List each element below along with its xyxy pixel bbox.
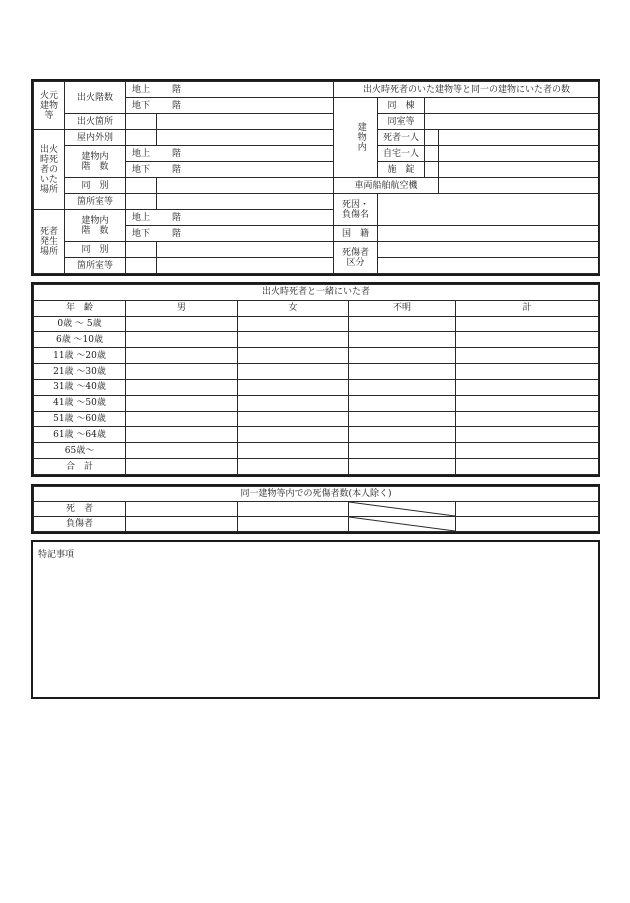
male-cell[interactable] [126,364,238,380]
death-bldg-floor-label: 建物内 階 数 [65,210,126,242]
female-cell[interactable] [238,411,349,427]
unknown-cell[interactable] [349,395,456,411]
nationality-label: 国 籍 [334,226,378,242]
indoor-outdoor-code[interactable] [126,130,157,146]
female-cell[interactable] [238,395,349,411]
male-cell[interactable] [126,379,238,395]
special-notes-label: 特記事項 [38,550,75,560]
special-notes-box[interactable] [31,540,600,699]
death-room-etc-code[interactable] [126,258,157,274]
male-cell[interactable] [126,443,238,459]
fire-spot-label: 出火箇所 [65,114,126,130]
casualty-class-label: 死傷者 区分 [334,242,378,274]
unknown-cell[interactable] [349,411,456,427]
death-place-header: 死者 発生 場所 [34,210,65,274]
male-header: 男 [126,300,238,316]
right-section-header: 出火時死者のいた建物等と同一の建物にいた者の数 [334,82,600,98]
fire-origin-table [33,81,600,274]
unknown-total-cell[interactable] [349,459,456,475]
same-building-label: 同 棟 [378,98,425,114]
deceased-total-cell[interactable] [456,502,599,517]
fire-origin-section [31,79,600,276]
deceased-male-cell[interactable] [126,502,238,517]
fire-spot-code[interactable] [126,114,157,130]
nationality-value[interactable] [378,226,600,242]
same-room-label: 同室等 [378,114,425,130]
total-cell[interactable] [456,364,599,380]
one-deceased-code[interactable] [425,130,439,146]
injured-male-cell[interactable] [126,517,238,532]
unknown-cell[interactable] [349,332,456,348]
fire-floor-label: 出火階数 [65,82,126,114]
death-room-etc-value[interactable] [157,258,334,274]
room-etc-value[interactable] [157,194,334,210]
age-row-label: 0歳 ～ 5歳 [34,316,126,332]
home-alone-code[interactable] [425,146,439,162]
age-row-label: 51歳 ～60歳 [34,411,126,427]
female-cell[interactable] [238,379,349,395]
home-alone-label: 自宅一人 [378,146,425,162]
total-cell[interactable] [456,443,599,459]
casualty-class-value-1[interactable] [378,242,600,258]
age-header: 年 齢 [34,300,126,316]
same-building-value[interactable] [425,98,600,114]
fire-floor-above: 地上 階 [126,82,334,98]
casualty-class-value-2[interactable] [378,258,600,274]
male-total-cell[interactable] [126,459,238,475]
age-row-label: 11歳 ～20歳 [34,348,126,364]
casualties-section [31,484,600,534]
deceased-location-header: 出火 時死 者の いた 場所 [34,130,65,210]
total-cell[interactable] [456,316,599,332]
building-interior-label: 建 物 内 [348,98,378,178]
death-same-diff-value[interactable] [157,242,334,258]
total-cell[interactable] [456,427,599,443]
fire-spot-value[interactable] [157,114,334,130]
deceased-row-label: 死 者 [34,502,126,517]
male-cell[interactable] [126,332,238,348]
bldg-floor-below: 地下 階 [126,162,334,178]
cause-value[interactable] [378,194,600,226]
age-row-label: 31歳 ～40歳 [34,379,126,395]
female-total-cell[interactable] [238,459,349,475]
unknown-cell[interactable] [349,348,456,364]
male-cell[interactable] [126,348,238,364]
room-etc-label: 箇所室等 [65,194,126,210]
vehicle-value[interactable] [439,178,600,194]
locked-label: 施 錠 [378,162,425,178]
age-row-label: 6歳 ～10歳 [34,332,126,348]
same-diff-label: 同 別 [65,178,126,194]
death-same-diff-label: 同 別 [65,242,126,258]
female-header: 女 [238,300,349,316]
one-deceased-value[interactable] [439,130,600,146]
injured-female-cell[interactable] [238,517,349,532]
same-room-value[interactable] [425,114,600,130]
age-row-label: 21歳 ～30歳 [34,364,126,380]
total-cell[interactable] [456,411,599,427]
cause-label: 死因・ 負傷名 [334,194,378,226]
male-cell[interactable] [126,316,238,332]
locked-code[interactable] [425,162,439,178]
companions-table [33,284,599,475]
death-same-diff-code[interactable] [126,242,157,258]
total-header: 計 [456,300,599,316]
male-cell[interactable] [126,411,238,427]
total-cell[interactable] [456,379,599,395]
unknown-cell[interactable] [349,364,456,380]
same-diff-value[interactable] [157,178,334,194]
bldg-floor-above: 地上 階 [126,146,334,162]
vehicle-label: 車両船舶航空機 [334,178,439,194]
fire-floor-below: 地下 階 [126,98,334,114]
same-diff-code[interactable] [126,178,157,194]
female-cell[interactable] [238,364,349,380]
injured-row-label: 負傷者 [34,517,126,532]
male-cell[interactable] [126,427,238,443]
unknown-cell[interactable] [349,316,456,332]
total-cell[interactable] [456,332,599,348]
injured-unknown-cell-crossed [349,517,456,532]
indoor-outdoor-label: 屋内外別 [65,130,126,146]
locked-value[interactable] [439,162,600,178]
total-row-label: 合 計 [34,459,126,475]
female-cell[interactable] [238,332,349,348]
unknown-cell[interactable] [349,427,456,443]
female-cell[interactable] [238,316,349,332]
home-alone-value[interactable] [439,146,600,162]
unknown-cell[interactable] [349,379,456,395]
grand-total-cell[interactable] [456,459,599,475]
age-row-label: 61歳 ～64歳 [34,427,126,443]
indoor-outdoor-value[interactable] [157,130,334,146]
deceased-unknown-cell-crossed [349,502,456,517]
companions-title: 出火時死者と一緒にいた者 [34,285,599,301]
unknown-header: 不明 [349,300,456,316]
bldg-floor-label: 建物内 階 数 [65,146,126,178]
total-cell[interactable] [456,348,599,364]
total-cell[interactable] [456,395,599,411]
deceased-female-cell[interactable] [238,502,349,517]
injured-total-cell[interactable] [456,517,599,532]
one-deceased-label: 死者一人 [378,130,425,146]
female-cell[interactable] [238,348,349,364]
casualties-table [33,486,599,532]
origin-building-header: 火元 建物 等 [34,82,65,130]
female-cell[interactable] [238,443,349,459]
companions-section [31,282,600,477]
death-floor-above: 地上 階 [126,210,334,226]
age-row-label: 65歳～ [34,443,126,459]
death-floor-below: 地下 階 [126,226,334,242]
unknown-cell[interactable] [349,443,456,459]
death-room-etc-label: 箇所室等 [65,258,126,274]
age-row-label: 41歳 ～50歳 [34,395,126,411]
room-etc-code[interactable] [126,194,157,210]
casualties-title: 同一建物等内での死傷者数(本人除く) [34,487,599,502]
male-cell[interactable] [126,395,238,411]
female-cell[interactable] [238,427,349,443]
